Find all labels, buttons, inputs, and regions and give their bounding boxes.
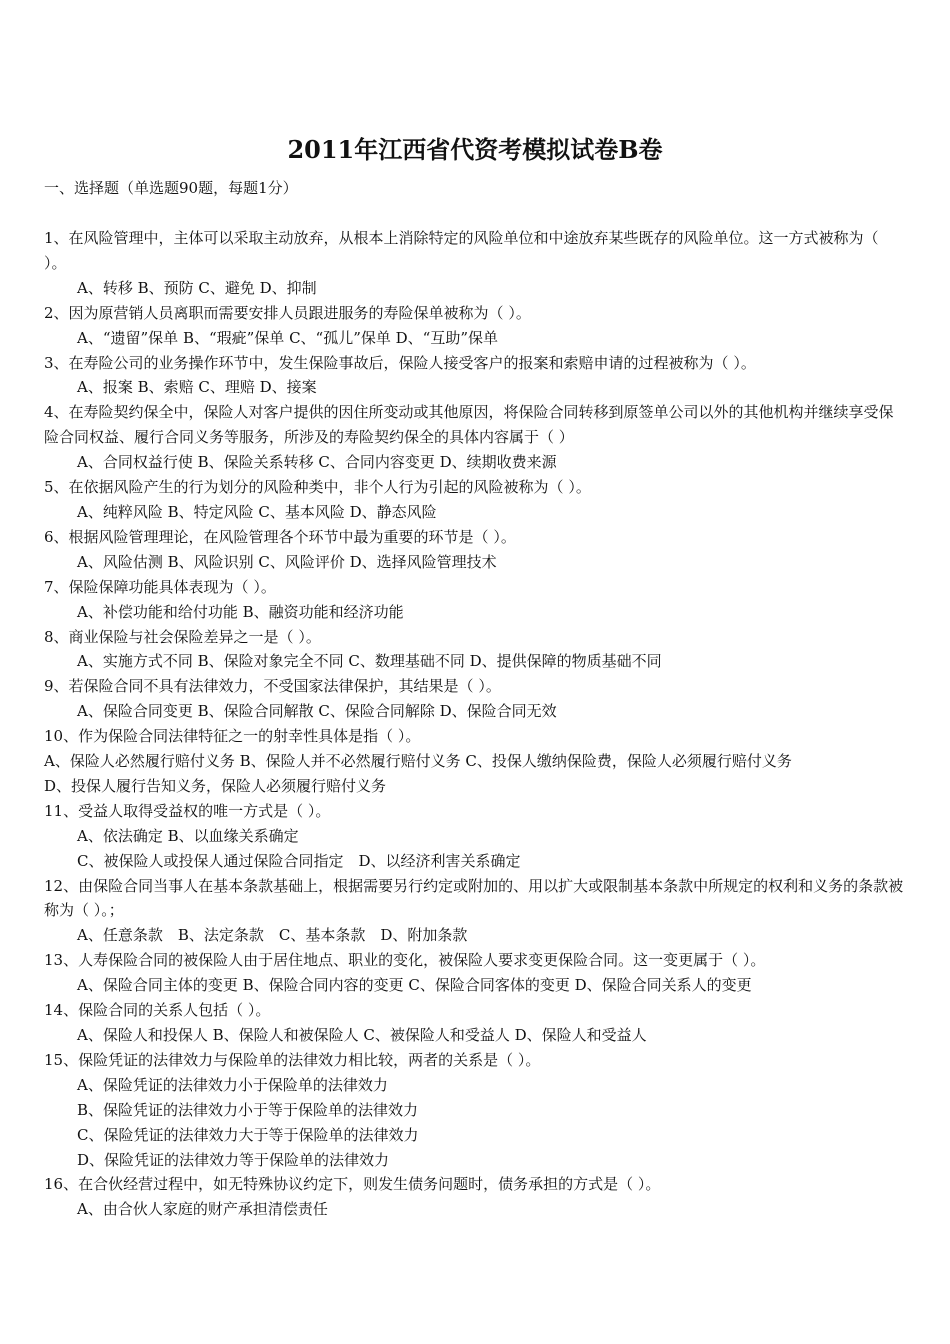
question-item bbox=[44, 799, 904, 874]
question-stem: 3、在寿险公司的业务操作环节中，发生保险事故后，保险人接受客户的报案和索赔申请的过程被称为（ ）。 bbox=[44, 353, 756, 372]
question-item bbox=[44, 575, 904, 625]
question-options: D、保险凭证的法律效力等于保险单的法律效力 bbox=[77, 1150, 390, 1169]
question-stem: 1、在风险管理中，主体可以采取主动放弃，从根本上消除特定的风险单位和中途放弃某些既存的风险单位。这一方式被称为（ ）。 bbox=[44, 229, 879, 272]
question-item bbox=[44, 400, 904, 475]
question-options: A、保险人必然履行赔付义务 B、保险人并不必然履行赔付义务 C、投保人缴纳保险费，保险人必须履行赔付义务 bbox=[44, 752, 792, 771]
question-options: A、风险估测 B、风险识别 C、风险评价 D、选择风险管理技术 bbox=[77, 552, 497, 571]
question-options: A、任意条款 B、法定条款 C、基本条款 D、附加条款 bbox=[77, 926, 468, 945]
question-options: A、依法确定 B、以血缘关系确定 bbox=[77, 826, 299, 845]
question-stem: 11、受益人取得受益权的唯一方式是（ ）。 bbox=[44, 801, 331, 820]
question-stem: 4、在寿险契约保全中，保险人对客户提供的因住所变动或其他原因，将保险合同转移到原签单公司以外的其他机构并继续享受保险合同权益、履行合同义务等服务，所涉及的寿险契约保全的具体内容属于（ ） bbox=[44, 403, 894, 447]
question-options: A、“遗留”保单 B、“瑕疵”保单 C、“孤儿”保单 D、“互助”保单 bbox=[77, 328, 499, 347]
question-item bbox=[44, 948, 904, 998]
question-options: A、转移 B、预防 C、避免 D、抑制 bbox=[77, 278, 317, 297]
question-stem: 12、由保险合同当事人在基本条款基础上，根据需要另行约定或附加的、用以扩大或限制基本条款中所规定的权利和义务的条款被称为（ ）。； bbox=[44, 876, 904, 920]
question-stem: 9、若保险合同不具有法律效力，不受国家法律保护，其结果是（ ）。 bbox=[44, 677, 501, 696]
question-options: A、报案 B、索赔 C、理赔 D、接案 bbox=[77, 378, 317, 397]
question-options: A、由合伙人家庭的财产承担清偿责任 bbox=[77, 1200, 328, 1219]
question-stem: 10、作为保险合同法律特征之一的射幸性具体是指（ ）。 bbox=[44, 727, 421, 746]
question-item bbox=[44, 674, 904, 724]
question-item bbox=[44, 475, 904, 525]
question-stem: 14、保险合同的关系人包括（ ）。 bbox=[44, 1001, 271, 1020]
question-stem: 7、保险保障功能具体表现为（ ）。 bbox=[44, 577, 276, 596]
question-options: A、补偿功能和给付功能 B、融资功能和经济功能 bbox=[77, 602, 404, 621]
question-stem: 2、因为原营销人员离职而需要安排人员跟进服务的寿险保单被称为（ ）。 bbox=[44, 303, 531, 322]
document-title: 2011年江西省代资考模拟试卷B卷 bbox=[287, 135, 663, 164]
question-list bbox=[44, 226, 904, 1222]
question-options: C、保险凭证的法律效力大于等于保险单的法律效力 bbox=[77, 1125, 419, 1144]
question-options: A、保险合同主体的变更 B、保险合同内容的变更 C、保险合同客体的变更 D、保险合同关系人的变更 bbox=[77, 976, 752, 995]
question-item bbox=[44, 1172, 904, 1222]
question-item bbox=[44, 351, 904, 401]
question-options: A、合同权益行使 B、保险关系转移 C、合同内容变更 D、续期收费来源 bbox=[77, 453, 557, 472]
question-item bbox=[44, 724, 904, 799]
question-item bbox=[44, 874, 904, 949]
question-options: B、保险凭证的法律效力小于等于保险单的法律效力 bbox=[77, 1100, 419, 1119]
question-options: A、保险人和投保人 B、保险人和被保险人 C、被保险人和受益人 D、保险人和受益人 bbox=[77, 1026, 647, 1044]
question-options: C、被保险人或投保人通过保险合同指定 D、以经济利害关系确定 bbox=[77, 851, 521, 870]
question-stem: 6、根据风险管理理论，在风险管理各个环节中最为重要的环节是（ ）。 bbox=[44, 527, 516, 546]
question-options: D、投保人履行告知义务，保险人必须履行赔付义务 bbox=[44, 776, 387, 795]
question-item bbox=[44, 301, 904, 351]
question-options: A、纯粹风险 B、特定风险 C、基本风险 D、静态风险 bbox=[77, 502, 437, 521]
question-stem: 15、保险凭证的法律效力与保险单的法律效力相比较，两者的关系是（ ）。 bbox=[44, 1050, 541, 1069]
question-options: A、保险合同变更 B、保险合同解散 C、保险合同解除 D、保险合同无效 bbox=[77, 702, 557, 721]
question-item bbox=[44, 226, 904, 301]
question-stem: 16、在合伙经营过程中，如无特殊协议约定下，则发生债务问题时，债务承担的方式是（ ）。 bbox=[44, 1175, 661, 1194]
question-options: A、保险凭证的法律效力小于保险单的法律效力 bbox=[77, 1075, 388, 1094]
question-stem: 13、人寿保险合同的被保险人由于居住地点、职业的变化，被保险人要求变更保险合同。这一变更属于（ ）。 bbox=[44, 951, 766, 970]
section-heading: 一、选择题（单选题90题，每题1分） bbox=[44, 179, 298, 197]
question-item bbox=[44, 1048, 904, 1173]
question-options: A、实施方式不同 B、保险对象完全不同 C、数理基础不同 D、提供保障的物质基础不同 bbox=[77, 652, 662, 671]
question-item bbox=[44, 525, 904, 575]
question-stem: 5、在依据风险产生的行为划分的风险种类中，非个人行为引起的风险被称为（ ）。 bbox=[44, 478, 591, 497]
question-stem: 8、商业保险与社会保险差异之一是（ ）。 bbox=[44, 627, 321, 646]
question-item bbox=[44, 998, 904, 1048]
question-item bbox=[44, 625, 904, 675]
